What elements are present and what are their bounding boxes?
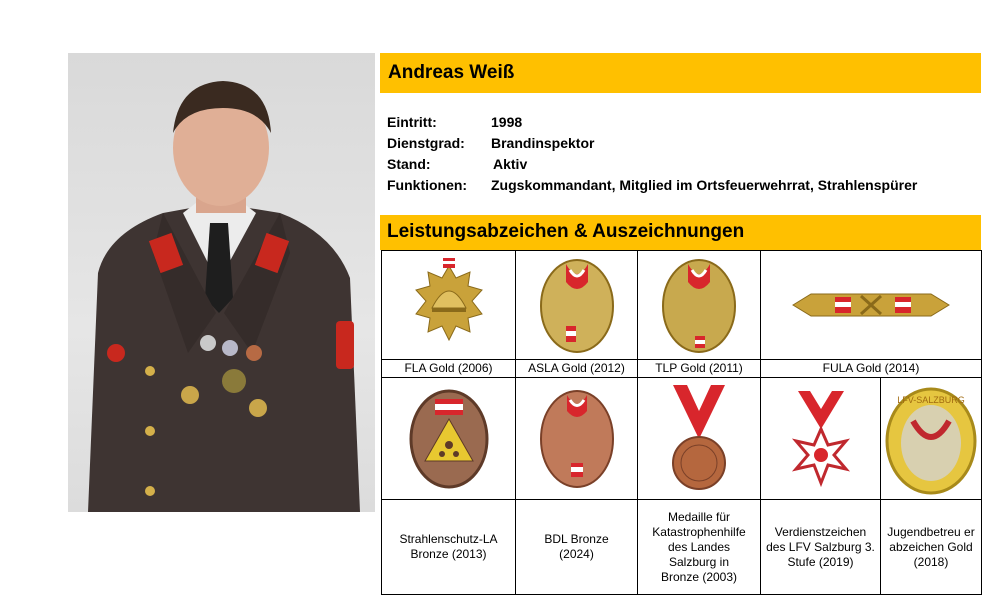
award-image-verdienstzeichen <box>761 378 881 500</box>
award-image-asla <box>516 250 638 360</box>
award-image-fula <box>761 250 982 360</box>
verdienstzeichen-cross-icon <box>790 389 852 489</box>
award-caption-verdienstzeichen: Verdienstzeichen des LFV Salzburg 3. Stufe (2019) <box>761 500 881 595</box>
award-image-strahlenschutz <box>382 378 516 500</box>
award-caption-bdl: BDL Bronze (2024) <box>516 500 638 595</box>
person-info <box>387 112 987 196</box>
fla-gold-badge-icon <box>406 256 492 354</box>
jugendbetreuer-badge-text: LFV-SALZBURG <box>897 394 965 405</box>
award-caption-tlp: TLP Gold (2011) <box>638 360 761 378</box>
info-row-eintritt <box>387 112 987 133</box>
award-image-jugendbetreuer <box>881 378 982 500</box>
info-label: Funktionen: <box>387 177 468 193</box>
bdl-bronze-badge-icon <box>537 387 617 491</box>
award-image-katastrophenhilfe <box>638 378 761 500</box>
info-label: Dienstgrad: <box>387 135 465 151</box>
info-value: Brandinspektor <box>491 135 595 151</box>
strahlenschutz-bronze-badge-icon <box>407 387 491 491</box>
tlp-gold-badge-icon <box>660 256 738 354</box>
katastrophenhilfe-medal-icon <box>669 383 729 495</box>
info-value: 1998 <box>491 114 523 130</box>
info-row-dienstgrad <box>387 133 987 154</box>
award-caption-fla: FLA Gold (2006) <box>382 360 516 378</box>
info-value: Zugskommandant, Mitglied im Ortsfeuerwehrrat, Strahlenspürer <box>491 177 918 193</box>
info-label: Eintritt: <box>387 114 437 130</box>
award-caption-jugendbetreuer: Jugendbetreu erabzeichen Gold (2018) <box>881 500 982 595</box>
award-caption-strahlenschutz: Strahlenschutz-LA Bronze (2013) <box>382 500 516 595</box>
award-caption-asla: ASLA Gold (2012) <box>516 360 638 378</box>
awards-heading-bar <box>380 215 981 250</box>
person-name-bar <box>380 53 981 93</box>
asla-gold-badge-icon <box>538 256 616 354</box>
info-value: Aktiv <box>493 156 528 172</box>
person-name: Andreas Weiß <box>388 62 515 83</box>
fula-gold-clasp-icon <box>791 288 951 322</box>
info-row-stand <box>387 154 987 175</box>
awards-table <box>381 250 981 595</box>
award-image-bdl <box>516 378 638 500</box>
award-image-tlp <box>638 250 761 360</box>
awards-heading: Leistungsabzeichen & Auszeichnungen <box>387 221 745 242</box>
info-row-funktionen <box>387 175 987 196</box>
award-image-fla <box>382 250 516 360</box>
portrait-photo <box>68 53 375 512</box>
jugendbetreuer-badge-icon <box>885 383 977 495</box>
award-caption-fula: FULA Gold (2014) <box>761 360 982 378</box>
award-caption-katastrophenhilfe: Medaille für Katastrophenhilfe des Landes Salzburg in Bronze (2003) <box>638 500 761 595</box>
info-label: Stand: <box>387 156 431 172</box>
